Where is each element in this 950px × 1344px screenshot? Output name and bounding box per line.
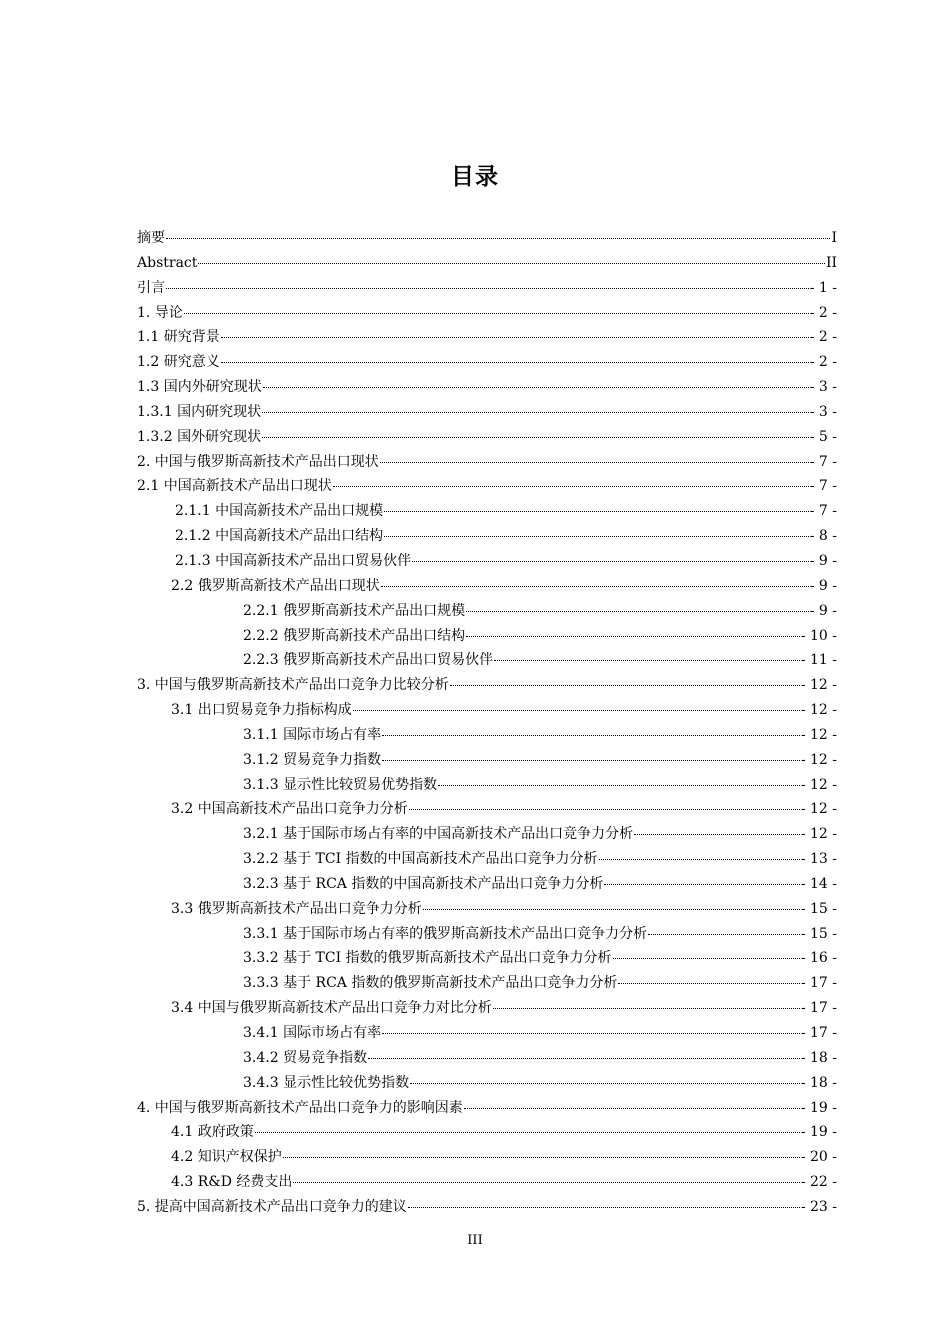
- toc-entry[interactable]: [137, 1046, 837, 1071]
- toc-entry-label: 1.3.1 国内研究现状: [137, 403, 262, 420]
- toc-dot-leader: [408, 1206, 800, 1208]
- toc-entry-label: 2. 中国与俄罗斯高新技术产品出口现状: [137, 453, 379, 470]
- toc-entry-page: - 7 -: [809, 503, 837, 520]
- toc-dot-leader: [221, 361, 809, 363]
- toc-entry[interactable]: [137, 499, 837, 524]
- toc-entry-page: - 23 -: [800, 1198, 837, 1215]
- toc-entry-label: 3.4.2 贸易竞争指数: [243, 1049, 368, 1066]
- toc-entry[interactable]: [137, 698, 837, 723]
- toc-entry-label: 1. 导论: [137, 304, 183, 321]
- toc-entry-label: 4. 中国与俄罗斯高新技术产品出口竞争力的影响因素: [137, 1099, 463, 1116]
- toc-entry-page: - 16 -: [800, 950, 837, 967]
- toc-entry-label: 2.2.1 俄罗斯高新技术产品出口规模: [243, 602, 466, 619]
- toc-entry-label: 3.1.2 贸易竞争力指数: [243, 751, 382, 768]
- toc-dot-leader: [464, 1107, 800, 1109]
- toc-entry-page: - 18 -: [800, 1074, 837, 1091]
- toc-entry-page: - 20 -: [800, 1149, 837, 1166]
- toc-dot-leader: [450, 684, 800, 686]
- toc-entry-page: - 17 -: [800, 975, 837, 992]
- toc-dot-leader: [384, 510, 809, 512]
- toc-dot-leader: [380, 461, 809, 463]
- toc-entry[interactable]: [137, 301, 837, 326]
- toc-entry-page: - 13 -: [800, 851, 837, 868]
- toc-entry-label: 2.2.2 俄罗斯高新技术产品出口结构: [243, 627, 466, 644]
- toc-entry-label: 3.1.3 显示性比较贸易优势指数: [243, 776, 438, 793]
- toc-dot-leader: [293, 1181, 799, 1183]
- toc-entry-page: - 5 -: [809, 428, 837, 445]
- toc-entry-label: 3.1 出口贸易竞争力指标构成: [171, 702, 352, 719]
- toc-entry[interactable]: [137, 400, 837, 425]
- toc-dot-leader: [466, 635, 800, 637]
- toc-entry-label: 3.3.1 基于国际市场占有率的俄罗斯高新技术产品出口竞争力分析: [243, 925, 648, 942]
- toc-entry-page: - 19 -: [800, 1099, 837, 1116]
- toc-dot-leader: [333, 485, 809, 487]
- toc-entry-label: 3.3.3 基于 RCA 指数的俄罗斯高新技术产品出口竞争力分析: [243, 975, 618, 992]
- toc-dot-leader: [438, 784, 800, 786]
- toc-entry-page: - 12 -: [800, 702, 837, 719]
- toc-entry[interactable]: [137, 1021, 837, 1046]
- toc-entry-label: 4.2 知识产权保护: [171, 1149, 282, 1166]
- page-number: III: [467, 1233, 483, 1248]
- toc-entry[interactable]: [137, 226, 837, 251]
- toc-entry[interactable]: [137, 822, 837, 847]
- toc-dot-leader: [599, 858, 800, 860]
- toc-entry-page: - 15 -: [800, 925, 837, 942]
- toc-entry[interactable]: [137, 524, 837, 549]
- toc-entry[interactable]: [137, 624, 837, 649]
- toc-entry-page: - 15 -: [800, 900, 837, 917]
- toc-dot-leader: [255, 1131, 800, 1133]
- toc-entry[interactable]: [137, 797, 837, 822]
- toc-entry[interactable]: [137, 1096, 837, 1121]
- toc-dot-leader: [466, 610, 809, 612]
- toc-entry[interactable]: [137, 549, 837, 574]
- toc-entry[interactable]: [137, 872, 837, 897]
- toc-entry-page: - 3 -: [809, 403, 837, 420]
- toc-entry-page: - 2 -: [809, 354, 837, 371]
- toc-entry[interactable]: [137, 350, 837, 375]
- toc-dot-leader: [604, 883, 799, 885]
- toc-entry-label: 3.4.1 国际市场占有率: [243, 1025, 382, 1041]
- toc-entry-label: 引言: [137, 279, 165, 296]
- toc-entry[interactable]: [137, 1145, 837, 1170]
- toc-dot-leader: [634, 833, 800, 835]
- toc-entry-page: - 12 -: [800, 677, 837, 694]
- toc-entry-page: - 7 -: [809, 453, 837, 470]
- toc-dot-leader: [648, 933, 800, 935]
- toc-dot-leader: [198, 262, 825, 264]
- toc-dot-leader: [166, 237, 830, 239]
- toc-dot-leader: [409, 808, 800, 810]
- toc-entry-page: - 12 -: [800, 801, 837, 818]
- toc-entry-label: 3.2.1 基于国际市场占有率的中国高新技术产品出口竞争力分析: [243, 826, 634, 843]
- toc-entry[interactable]: [137, 971, 837, 996]
- toc-entry-label: 3.4.3 显示性比较优势指数: [243, 1074, 410, 1091]
- toc-entry-page: - 11 -: [800, 652, 837, 669]
- toc-entry-label: 摘要: [137, 230, 165, 246]
- toc-dot-leader: [493, 1007, 800, 1009]
- toc-entry-page: - 17 -: [800, 1000, 837, 1017]
- toc-entry-page: - 12 -: [800, 726, 837, 743]
- toc-entry-label: 2.2.3 俄罗斯高新技术产品出口贸易伙伴: [243, 652, 494, 669]
- toc-entry[interactable]: [137, 773, 837, 798]
- toc-entry-label: 3.2.3 基于 RCA 指数的中国高新技术产品出口竞争力分析: [243, 875, 604, 892]
- toc-entry-page: - 3 -: [809, 379, 837, 396]
- toc-dot-leader: [262, 411, 809, 413]
- toc-entry[interactable]: [137, 276, 837, 301]
- toc-entry-page: - 9 -: [809, 577, 837, 594]
- toc-entry[interactable]: [137, 574, 837, 599]
- toc-entry-label: 1.2 研究意义: [137, 354, 220, 371]
- toc-dot-leader: [368, 1057, 800, 1059]
- toc-entry-page: - 2 -: [809, 329, 837, 346]
- toc-entry-page: II: [825, 254, 837, 271]
- toc-dot-leader: [384, 535, 809, 537]
- toc-entry-page: - 9 -: [809, 552, 837, 569]
- toc-entry-label: 4.3 R&D 经费支出: [171, 1174, 293, 1191]
- toc-entry[interactable]: [137, 1120, 837, 1145]
- toc-entry-label: 3.2 中国高新技术产品出口竞争力分析: [171, 801, 408, 818]
- toc-dot-leader: [423, 908, 800, 910]
- toc-entry-label: 1.3.2 国外研究现状: [137, 428, 262, 445]
- toc-entry[interactable]: [137, 723, 837, 748]
- toc-entry[interactable]: [137, 325, 837, 350]
- toc-entry[interactable]: [137, 1195, 837, 1220]
- toc-entry[interactable]: [137, 996, 837, 1021]
- toc-entry-label: 3.3.2 基于 TCI 指数的俄罗斯高新技术产品出口竞争力分析: [243, 950, 612, 967]
- toc-dot-leader: [262, 436, 809, 438]
- toc-entry-label: 2.1.2 中国高新技术产品出口结构: [175, 528, 384, 545]
- toc-dot-leader: [184, 312, 809, 314]
- toc-entry-label: 2.1 中国高新技术产品出口现状: [137, 478, 332, 495]
- toc-entry[interactable]: [137, 648, 837, 673]
- toc-dot-leader: [263, 386, 809, 388]
- toc-entry[interactable]: [137, 599, 837, 624]
- toc-entry-page: - 9 -: [809, 602, 837, 619]
- toc-entry-page: - 12 -: [800, 826, 837, 843]
- toc-entry-label: 1.1 研究背景: [137, 329, 220, 346]
- toc-entry-label: 2.1.1 中国高新技术产品出口规模: [175, 503, 384, 520]
- toc-entry-page: - 12 -: [800, 751, 837, 768]
- toc-dot-leader: [613, 957, 800, 959]
- toc-entry[interactable]: [137, 673, 837, 698]
- toc-entry[interactable]: [137, 375, 837, 400]
- toc-entry-page: - 2 -: [809, 304, 837, 321]
- toc-dot-leader: [410, 1082, 800, 1084]
- toc-entry-label: 4.1 政府政策: [171, 1124, 254, 1141]
- toc-entry[interactable]: [137, 450, 837, 475]
- toc-entry-label: 3.2.2 基于 TCI 指数的中国高新技术产品出口竞争力分析: [243, 851, 598, 868]
- toc-entry-page: - 22 -: [800, 1174, 837, 1191]
- toc-entry[interactable]: [137, 251, 837, 276]
- toc-entry-page: - 12 -: [800, 776, 837, 793]
- toc-entry[interactable]: [137, 922, 837, 947]
- toc-entry-label: 2.2 俄罗斯高新技术产品出口现状: [171, 577, 380, 594]
- toc-entry-page: - 14 -: [800, 875, 837, 892]
- page-title: 目录: [451, 164, 499, 190]
- toc-dot-leader: [382, 759, 800, 761]
- toc-entry[interactable]: [137, 474, 837, 499]
- toc-entry[interactable]: [137, 847, 837, 872]
- toc-entry-label: 3. 中国与俄罗斯高新技术产品出口竞争力比较分析: [137, 677, 449, 694]
- toc-entry-label: 3.3 俄罗斯高新技术产品出口竞争力分析: [171, 900, 422, 917]
- toc-dot-leader: [353, 709, 800, 711]
- toc-dot-leader: [166, 287, 809, 289]
- toc-entry-label: 3.4 中国与俄罗斯高新技术产品出口竞争力对比分析: [171, 1000, 492, 1017]
- toc-entry[interactable]: [137, 1170, 837, 1195]
- toc-dot-leader: [618, 982, 799, 984]
- toc-entry[interactable]: [137, 897, 837, 922]
- toc-dot-leader: [494, 659, 800, 661]
- toc-entry-page: - 17 -: [800, 1025, 837, 1041]
- toc-entry-label: 3.1.1 国际市场占有率: [243, 726, 382, 743]
- toc-entry-label: Abstract: [137, 254, 198, 271]
- toc-entry[interactable]: [137, 425, 837, 450]
- toc-entry-page: - 7 -: [809, 478, 837, 495]
- toc-entry-page: - 8 -: [809, 528, 837, 545]
- toc-entry-label: 2.1.3 中国高新技术产品出口贸易伙伴: [175, 552, 412, 569]
- toc-entry-label: 5. 提高中国高新技术产品出口竞争力的建议: [137, 1198, 407, 1215]
- toc-dot-leader: [412, 560, 809, 562]
- toc-entry-page: I: [831, 230, 837, 246]
- toc-dot-leader: [382, 734, 800, 736]
- toc-dot-leader: [283, 1156, 800, 1158]
- toc-entry-page: - 10 -: [800, 627, 837, 644]
- toc-dot-leader: [382, 1032, 800, 1034]
- toc-entry-label: 1.3 国内外研究现状: [137, 379, 262, 396]
- toc-dot-leader: [221, 336, 809, 338]
- toc-entry[interactable]: [137, 748, 837, 773]
- table-of-contents: [137, 226, 837, 1220]
- toc-entry-page: - 19 -: [800, 1124, 837, 1141]
- toc-dot-leader: [381, 585, 809, 587]
- toc-entry[interactable]: [137, 946, 837, 971]
- toc-entry[interactable]: [137, 1071, 837, 1096]
- toc-entry-page: - 18 -: [800, 1049, 837, 1066]
- toc-entry-page: - 1 -: [809, 279, 837, 296]
